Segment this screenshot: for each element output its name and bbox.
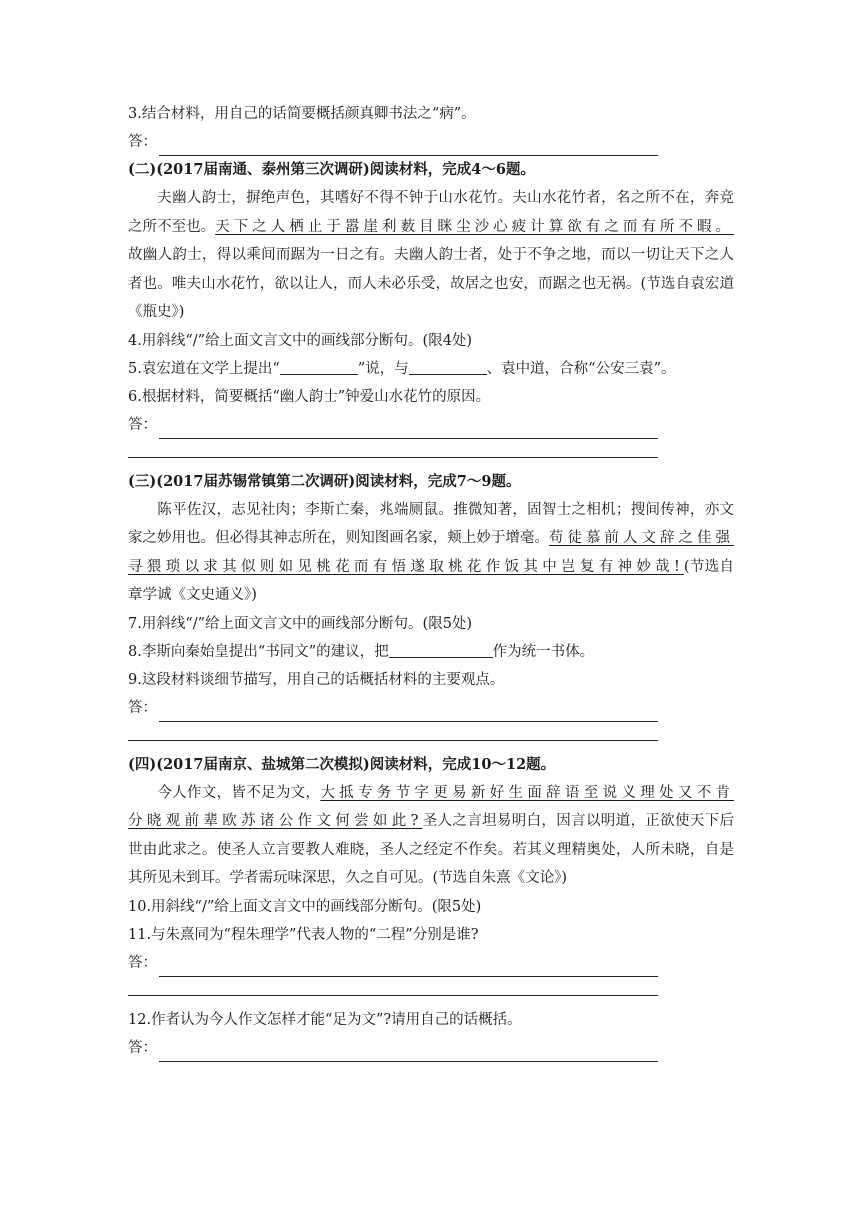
- question-11: 11.与朱熹同为“程朱理学”代表人物的“二程”分别是谁?: [128, 926, 479, 943]
- question-5-text: ”说，与: [357, 360, 409, 377]
- question-7: 7.用斜线“/”给上面文言文中的画线部分断句。(限5处): [128, 615, 473, 632]
- passage-text: 陈平佐汉，志见社肉；李斯亡秦，兆端厕鼠。推微知著，固智士之相机；搜间传神，亦文家之妙用也。但必得其神志所在，则知图画名家，颊上妙于增毫。: [128, 501, 734, 546]
- section-3-title: (三)(2017届苏锡常镇第二次调研)阅读材料，完成7～9题。: [128, 472, 521, 490]
- passage-text: 夫幽人韵士，摒绝声色，其嗜好不得不钟于山水花竹。夫山水花竹者，名之所不在，奔竞之所不至也。: [128, 190, 734, 235]
- question-8-text: 作为统一书体。: [492, 643, 595, 660]
- passage-text: 今人作文，皆不足为文，: [157, 784, 321, 801]
- answer-line-3[interactable]: [128, 128, 658, 156]
- question-10: 10.用斜线“/”给上面文言文中的画线部分断句。(限5处): [128, 898, 482, 915]
- answer-rule: [159, 420, 658, 439]
- question-8-text: 8.李斯向秦始皇提出“书同文”的建议，把: [128, 643, 389, 660]
- section-2-passage: [128, 184, 734, 327]
- answer-label: 答：: [128, 699, 157, 716]
- passage-underlined: 苟徒慕前人文辞之佳强寻猥琐以求其似则如见桃花而有悟遂取桃花作饭其中岂复有神妙哉!: [128, 530, 735, 575]
- answer-label: 答：: [128, 416, 157, 433]
- passage-text: 圣人之言坦易明白，因言以明道，正欲使天下后世由此求之。使圣人立言要教人难晓，圣人之经定不作矣。若其义理精奥处，人所未晓，自是其所见未到耳。学者需玩味深思，久之自可见。: [128, 813, 735, 886]
- answer-label: 答：: [128, 954, 157, 971]
- answer-line-12[interactable]: [128, 1034, 658, 1062]
- answer-line-6[interactable]: [128, 411, 658, 439]
- answer-label: 答：: [128, 1039, 157, 1056]
- answer-line-11[interactable]: [128, 949, 658, 977]
- question-3: 3.结合材料，用自己的话简要概括颜真卿书法之“病”。: [128, 106, 476, 122]
- question-4: 4.用斜线“/”给上面文言文中的画线部分断句。(限4处): [128, 332, 473, 349]
- section-3-passage: [128, 496, 734, 610]
- answer-rule: [159, 1043, 658, 1062]
- answer-rule-extra[interactable]: [128, 722, 658, 741]
- section-4-title: (四)(2017届南京、盐城第二次模拟)阅读材料，完成10～12题。: [128, 755, 556, 773]
- passage-text: 故幽人韵士，得以乘间而踞为一日之有。夫幽人韵士者，处于不争之地，而以一切让天下之人者也。唯夫山水花竹，欲以让人，而人未必乐受，故居之也安，而踞之也无祸。: [128, 247, 734, 292]
- question-5-text: 、袁中道，合称“公安三袁”。: [486, 360, 676, 377]
- passage-underlined: 大抵专务节字更易新好生面辞语至说义理处又不肯分晓观前辈欧苏诸公作文何尝如此?: [128, 784, 735, 829]
- question-6: 6.根据材料，简要概括“幽人韵士”钟爱山水花竹的原因。: [128, 388, 491, 405]
- question-5: [128, 355, 734, 383]
- answer-rule: [159, 137, 658, 156]
- answer-rule-extra[interactable]: [128, 439, 658, 458]
- passage-source: (节选自袁宏道《瓶史》): [128, 275, 734, 320]
- answer-rule-extra[interactable]: [128, 977, 658, 996]
- fill-blank[interactable]: [389, 641, 493, 658]
- fill-blank[interactable]: [280, 358, 358, 375]
- question-9: 9.这段材料谈细节描写，用自己的话概括材料的主要观点。: [128, 671, 505, 688]
- answer-label: 答：: [128, 134, 157, 150]
- passage-source: (节选自章学诚《文史通义》): [128, 558, 734, 603]
- passage-source: (节选自朱熹《文论》): [432, 870, 568, 886]
- section-4-passage: [128, 779, 734, 893]
- question-12: 12.作者认为今人作文怎样才能“足为文”?请用自己的话概括。: [128, 1011, 522, 1028]
- answer-rule: [159, 958, 658, 977]
- fill-blank[interactable]: [409, 358, 487, 375]
- section-2-title: (二)(2017届南通、泰州第三次调研)阅读材料，完成4～6题。: [128, 161, 535, 178]
- question-8: [128, 638, 734, 666]
- answer-line-9[interactable]: [128, 694, 658, 722]
- worksheet-page: [128, 100, 734, 1062]
- passage-underlined: 天下之人栖止于嚣崖利薮目眯尘沙心疲计算欲有之而有所不暇。: [215, 218, 735, 235]
- question-5-text: 5.袁宏道在文学上提出“: [128, 360, 280, 377]
- answer-rule: [159, 703, 658, 722]
